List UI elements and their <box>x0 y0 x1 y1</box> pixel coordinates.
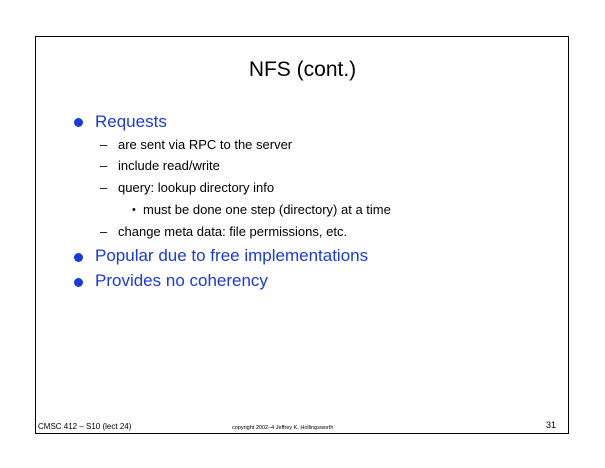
dash-icon: – <box>100 224 108 239</box>
dot-icon: • <box>132 204 136 216</box>
footer-copyright: copyright 2002–4 Jeffrey K. Hollingsworth <box>232 425 334 431</box>
footer-course: CMSC 412 – S10 (lect 24) <box>38 422 132 431</box>
bullet-requests: Requests <box>95 112 167 131</box>
slide-title: NFS (cont.) <box>248 58 357 81</box>
bullet-icon <box>74 278 83 287</box>
dash-icon: – <box>100 158 108 173</box>
page-number: 31 <box>546 420 557 430</box>
subitem-read-write: include read/write <box>118 158 220 173</box>
subitem-meta-data: change meta data: file permissions, etc. <box>118 224 348 239</box>
dash-icon: – <box>100 137 108 152</box>
subsubitem-one-step: must be done one step (directory) at a time <box>143 202 391 217</box>
bullet-icon <box>74 118 83 127</box>
bullet-popular: Popular due to free implementations <box>95 246 369 265</box>
bullet-coherency: Provides no coherency <box>95 271 268 290</box>
subitem-rpc: are sent via RPC to the server <box>118 137 293 152</box>
subitem-query: query: lookup directory info <box>118 180 275 195</box>
dash-icon: – <box>100 180 108 195</box>
bullet-icon <box>74 253 83 262</box>
